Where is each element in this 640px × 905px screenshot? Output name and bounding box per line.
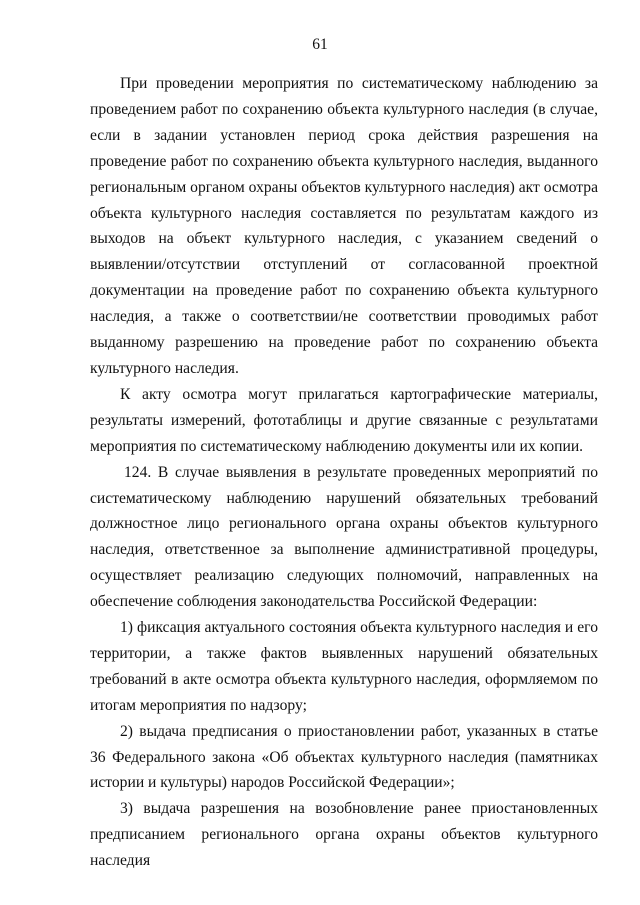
paragraph-act-attachments: К акту осмотра могут прилагаться картографические материалы, результаты измерений, фототаблицы и другие связанные с результатами мероприятия по систематическому наблюдению документы или их копии. xyxy=(90,385,598,455)
paragraph-item-3: 3) выдача разрешения на возобновление ранее приостановленных предписанием регионального органа охраны объектов культурного наследия xyxy=(90,800,598,870)
document-body xyxy=(90,71,598,874)
page-number: 61 xyxy=(312,36,328,53)
paragraph-clause-124: 124. В случае выявления в результате проведенных мероприятий по систематическому наблюдению нарушений обязательных требований должностное лицо регионального органа охраны объектов культурного наследия, ответственное за выполнение административной процедуры, осуществляет реализацию следующих полномочий, направленных на обеспечение соблюдения законодательства Российской Федерации: xyxy=(90,463,598,611)
paragraph-inspection-act: При проведении мероприятия по систематическому наблюдению за проведением работ по сохранению объекта культурного наследия (в случае, если в задании установлен период срока действия разрешения на проведение работ по сохранению объекта культурного наследия, выданного региональным органом охраны объектов культурного наследия) акт осмотра объекта культурного наследия составляется по результатам каждого из выходов на объект культурного наследия, с указанием сведений о выявлении/отсутствии отступлений от согласованной проектной документации на проведение работ по сохранению объекта культурного наследия, а также о соответствии/не соответствии проводимых работ выданному разрешению на проведение работ по сохранению объекта культурного наследия. xyxy=(90,75,599,377)
paragraph-item-2: 2) выдача предписания о приостановлении работ, указанных в статье 36 Федерального закона «Об объектах культурного наследия (памятниках истории и культуры) народов Российской Федерации»; xyxy=(90,722,598,792)
paragraph-item-1: 1) фиксация актуального состояния объекта культурного наследия и его территории, а также фактов выявленных нарушений обязательных требований в акте осмотра объекта культурного наследия, оформляемом по итогам мероприятия по надзору; xyxy=(90,619,598,714)
